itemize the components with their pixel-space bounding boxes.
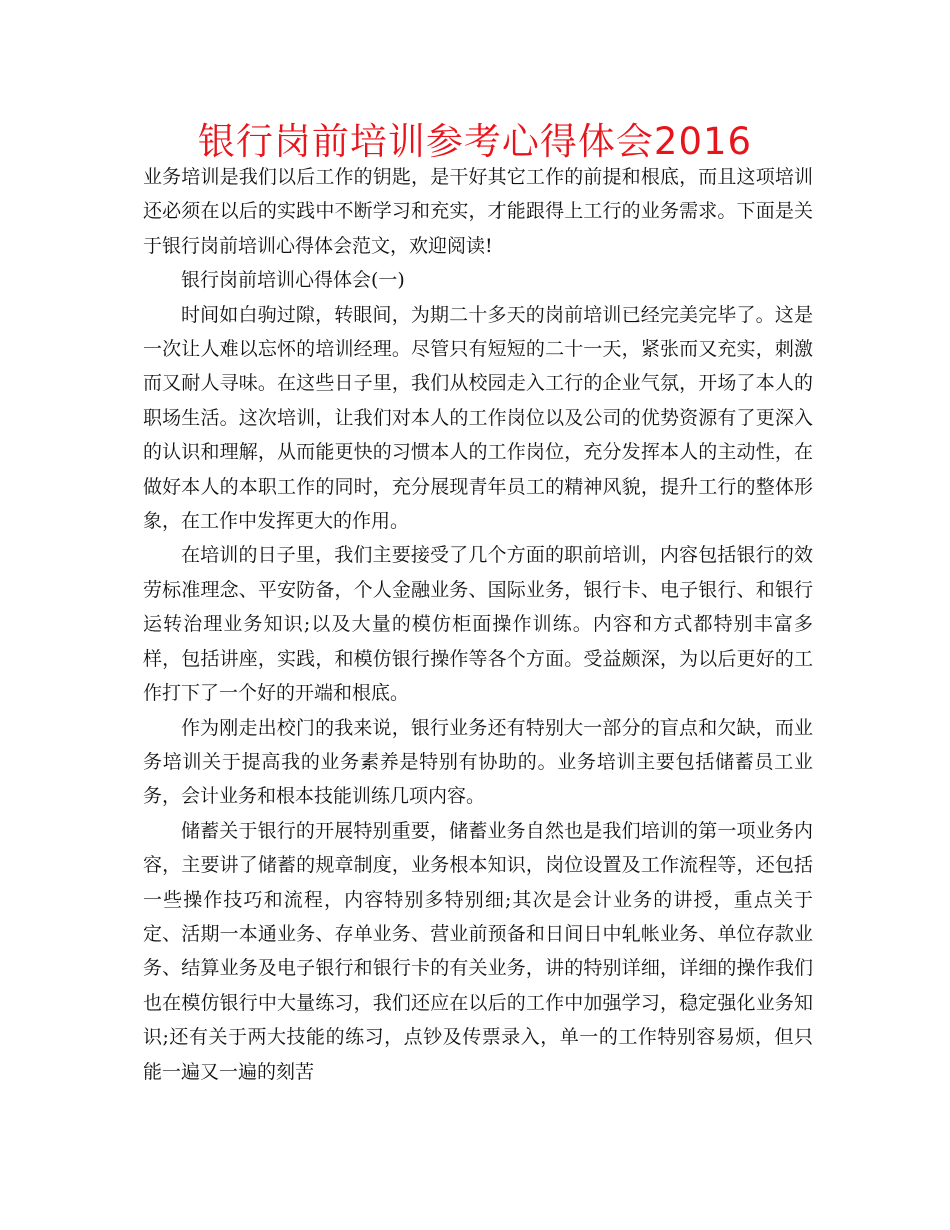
paragraph: 作为刚走出校门的我来说，银行业务还有特别大一部分的盲点和欠缺，而业务培训关于提高我的业务素养是特别有协助的。业务培训主要包括储蓄员工业务，会计业务和根本技能训练几项内容。	[143, 716, 813, 808]
document-body	[143, 160, 813, 1089]
paragraph: 时间如白驹过隙，转眼间，为期二十多天的岗前培训已经完美完毕了。这是一次让人难以忘怀的培训经理。尽管只有短短的二十一天，紧张而又充实，刺激而又耐人寻味。在这些日子里，我们从校园走入工行的企业气氛，开场了本人的职场生活。这次培训，让我们对本人的工作岗位以及公司的优势资源有了更深入的认识和理解，从而能更快的习惯本人的工作岗位，充分发挥本人的主动性，在做好本人的本职工作的同时，充分展现青年员工的精神风貌，提升工行的整体形象，在工作中发挥更大的作用。	[143, 303, 813, 533]
paragraph: 在培训的日子里，我们主要接受了几个方面的职前培训，内容包括银行的效劳标准理念、平安防备，个人金融业务、国际业务，银行卡、电子银行、和银行运转治理业务知识;以及大量的模仿柜面操作训练。内容和方式都特别丰富多样，包括讲座，实践，和模仿银行操作等各个方面。受益颇深，为以后更好的工作打下了一个好的开端和根底。	[143, 544, 813, 705]
section-heading: 银行岗前培训心得体会(一)	[181, 269, 405, 292]
paragraph: 储蓄关于银行的开展特别重要，储蓄业务自然也是我们培训的第一项业务内容，主要讲了储蓄的规章制度，业务根本知识，岗位设置及工作流程等，还包括一些操作技巧和流程，内容特别多特别细;其次是会计业务的讲授，重点关于定、活期一本通业务、存单业务、营业前预备和日间日中轧帐业务、单位存款业务、结算业务及电子银行和银行卡的有关业务，讲的特别详细，详细的操作我们也在模仿银行中大量练习，我们还应在以后的工作中加强学习，稳定强化业务知识;还有关于两大技能的练习，点钞及传票录入，单一的工作特别容易烦，但只能一遍又一遍的刻苦	[143, 819, 813, 1083]
document-title: 银行岗前培训参考心得体会2016	[197, 120, 753, 163]
paragraph-intro: 业务培训是我们以后工作的钥匙，是干好其它工作的前提和根底，而且这项培训还必须在以后的实践中不断学习和充实，才能跟得上工行的业务需求。下面是关于银行岗前培训心得体会范文，欢迎阅读!	[143, 166, 813, 257]
